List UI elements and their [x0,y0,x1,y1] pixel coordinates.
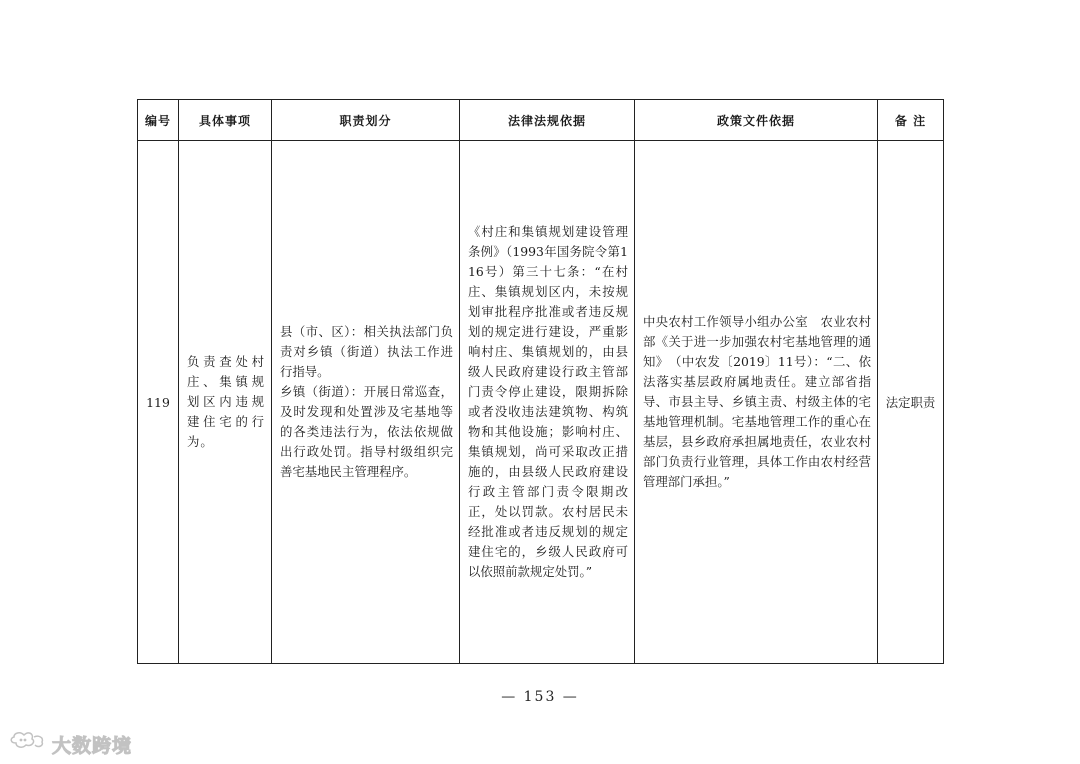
row-item-cell [179,141,272,664]
watermark [8,730,132,758]
header-remark: 备 注 [878,100,944,141]
row-policy-cell [635,141,878,664]
table-row [138,141,944,664]
header-policy: 政策文件依据 [635,100,878,141]
row-law-cell [460,141,635,664]
row-law-text: 《村庄和集镇规划建设管理条例》（1993年国务院令第116号）第三十七条：“在村庄、集镇规划区内，未按规划审批程序批准或者违反规划的规定进行建设，严重影响村庄、集镇规划的，由县级人民政府建设行政主管部门责令停止建设，限期拆除或者没收违法建筑物、构筑物和其他设施；影响村庄、集镇规划，尚可采取改正措施的，由县级人民政府建设行政主管部门责令限期改正，处以罚款。农村居民未经批准或者违反规划的规定建住宅的，乡级人民政府可以依照前款规定处罚。” [468,224,628,579]
chat-bubble-logo-icon [8,729,48,759]
table-header-row [138,100,944,141]
watermark-text: 大数跨境 [52,734,133,757]
header-law: 法律法规依据 [460,100,635,141]
regulation-table [137,99,944,664]
row-remark: 法定职责 [878,141,944,664]
row-number: 119 [138,141,179,664]
row-item-text: 负责查处村庄、集镇规划区内违规建住宅的行为。 [187,354,265,449]
header-item: 具体事项 [179,100,272,141]
page-number: — 153 — [501,689,579,705]
row-policy-text: 中央农村工作领导小组办公室 农业农村部《关于进一步加强农村宅基地管理的通知》 （中农发〔2019〕11号）：“二、依法落实基层政府属地责任。建立部省指导、市县主导、乡镇主责、村级主体的宅基地管理机制。宅基地管理工作的重心在基层，县乡政府承担属地责任，农业农村部门负责行业管理，具体工作由农村经营管理部门承担。” [643,314,871,489]
header-duty: 职责划分 [272,100,460,141]
header-number: 编号 [138,100,179,141]
row-duty-text: 县（市、区）：相关执法部门负责对乡镇（街道）执法工作进行指导。 乡镇（街道）：开展日常巡查，及时发现和处置涉及宅基地等的各类违法行为，依法依规做出行政处罚。指导村级组织完善宅基地民主管理程序。 [280,324,453,479]
row-duty-cell [272,141,460,664]
